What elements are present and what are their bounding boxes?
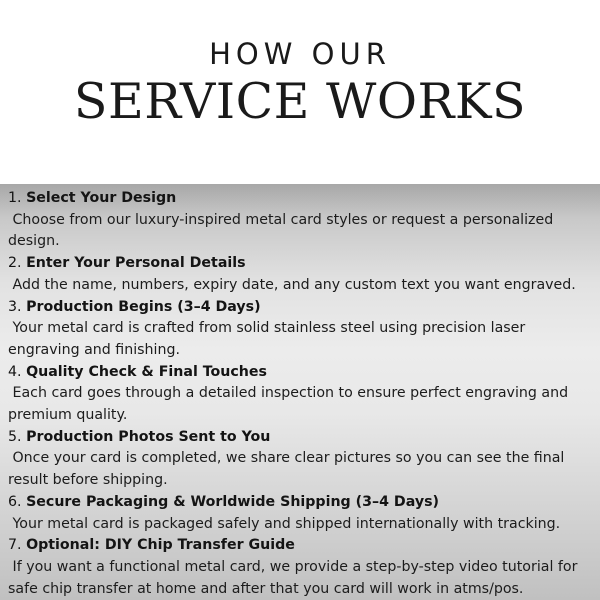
step-number: 3. — [8, 298, 22, 315]
step-title — [8, 253, 600, 275]
steps-list — [8, 188, 600, 600]
step-6 — [8, 492, 600, 535]
step-heading: Quality Check & Final Touches — [26, 363, 267, 380]
step-description: Choose from our luxury-inspired metal card styles or request a personalized design. — [8, 211, 558, 250]
step-heading: Select Your Design — [26, 190, 177, 206]
header-title-line1: HOW OUR — [209, 37, 391, 71]
step-5 — [8, 427, 600, 492]
step-1 — [8, 188, 600, 253]
step-description: Each card goes through a detailed inspection to ensure perfect engraving and premium quality. — [8, 385, 573, 424]
step-description: Once your card is completed, we share clear pictures so you can see the final result before shipping. — [8, 450, 569, 489]
step-title — [8, 297, 600, 319]
step-3 — [8, 297, 600, 362]
page-header — [0, 0, 600, 184]
step-heading: Optional: DIY Chip Transfer Guide — [26, 537, 295, 554]
step-7 — [8, 535, 600, 600]
step-title — [8, 535, 600, 557]
step-description: If you want a functional metal card, we provide a step-by-step video tutorial for safe chip transfer at home and after that you card will work in atms/pos. — [8, 558, 582, 597]
step-title — [8, 188, 600, 210]
step-number: 4. — [8, 363, 22, 380]
step-heading: Production Begins (3–4 Days) — [26, 298, 261, 315]
step-number: 6. — [8, 493, 22, 510]
step-title — [8, 362, 600, 384]
step-number: 1. — [8, 190, 22, 206]
step-description: Your metal card is crafted from solid stainless steel using precision laser engraving and finishing. — [8, 320, 530, 358]
step-4 — [8, 362, 600, 427]
step-number: 7. — [8, 537, 22, 554]
step-heading: Secure Packaging & Worldwide Shipping (3–4 Days) — [26, 493, 440, 510]
step-number: 5. — [8, 428, 22, 445]
step-heading: Production Photos Sent to You — [26, 428, 271, 445]
step-description: Add the name, numbers, expiry date, and any custom text you want engraved. — [8, 276, 576, 293]
step-title — [8, 492, 600, 514]
step-heading: Enter Your Personal Details — [26, 255, 246, 272]
header-title-line2: SERVICE WORKS — [73, 73, 527, 130]
step-number: 2. — [8, 255, 22, 272]
steps-panel — [0, 184, 600, 600]
step-description: Your metal card is packaged safely and shipped internationally with tracking. — [8, 515, 561, 532]
step-title — [8, 427, 600, 449]
step-2 — [8, 253, 600, 296]
